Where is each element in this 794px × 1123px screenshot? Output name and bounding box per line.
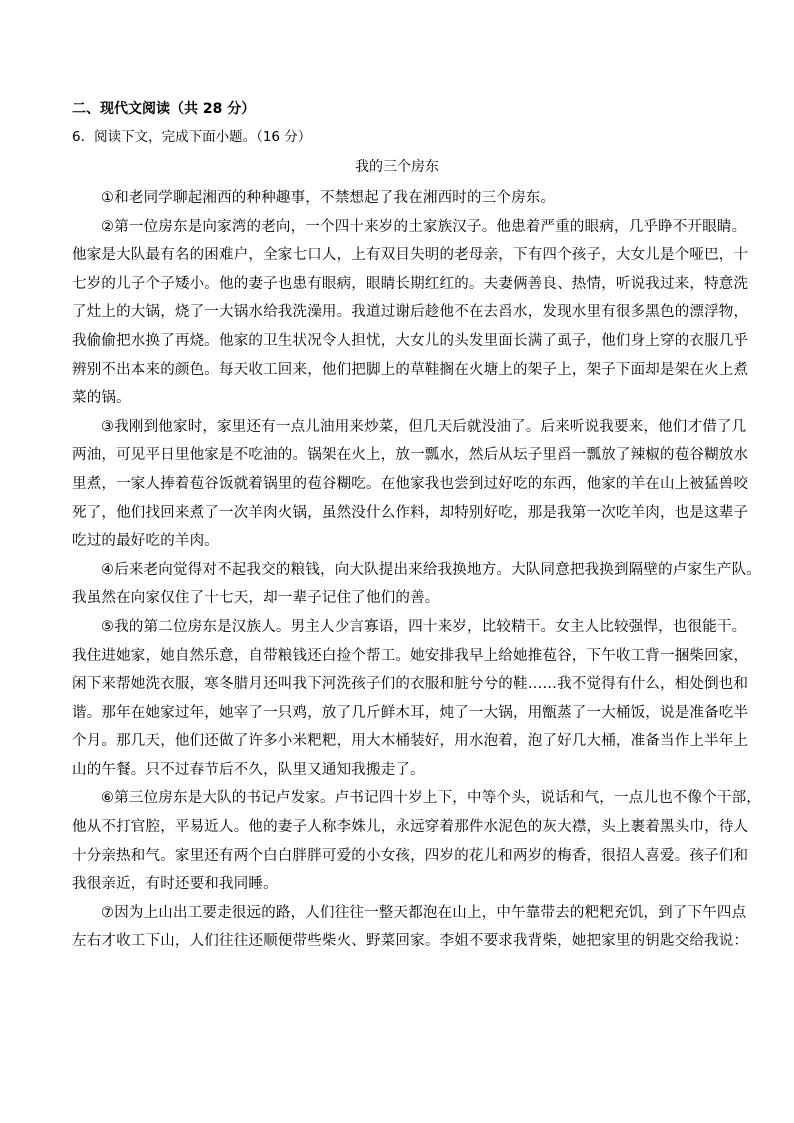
paragraph-line: 我住进她家，她自然乐意，自带粮钱还白捡个帮工。她安排我早上给她推苞谷，下午收工背一捆柴回家， [72, 647, 749, 664]
paragraph [72, 213, 749, 413]
article-body [72, 184, 761, 956]
paragraph-line: ④后来老向觉得对不起我交的粮钱，向大队提出来给我换地方。大队同意把我换到隔壁的卢家生产队。 [101, 561, 761, 578]
paragraph-line: 里煮，一家人捧着苞谷饭就着锅里的苞谷糊吃。在他家我也尝到过好吃的东西，他家的羊在山上被猛兽咬 [72, 475, 749, 492]
document-page [72, 99, 761, 956]
paragraph-line: 个月。那几天，他们还做了许多小米粑粑，用大木桶装好，用水泡着，泡了好几大桶，准备当作上半年上 [72, 733, 749, 750]
paragraph [72, 413, 749, 556]
paragraph-line: 左右才收工下山，人们往往还顺便带些柴火、野菜回家。李姐不要求我背柴，她把家里的钥匙交给我说： [72, 933, 749, 950]
question-prompt: 6．阅读下文，完成下面小题。（16 分） [72, 129, 312, 145]
paragraph-line: 他家是大队最有名的困难户，全家七口人，上有双目失明的老母亲，下有四个孩子，大女儿是个哑巴，十 [72, 247, 749, 264]
paragraph-line: 吃过的最好吃的羊肉。 [72, 533, 219, 550]
paragraph-line: 我偷偷把水换了再烧。他家的卫生状况令人担忧，大女儿的头发里面长满了虱子，他们身上穿的衣服几乎 [72, 332, 749, 349]
paragraph-line: 闲下来帮她洗衣服，寒冬腊月还叫我下河洗孩子们的衣服和脏兮兮的鞋……我不觉得有什么，相处倒也和 [72, 676, 749, 693]
section-heading: 二、现代文阅读（共 28 分） [72, 101, 256, 117]
paragraph-line: 两油，可见平日里他家是不吃油的。锅架在火上，放一瓢水，然后从坛子里舀一瓢放了辣椒的苞谷糊放水 [72, 447, 749, 464]
article-title: 我的三个房东 [355, 159, 439, 175]
paragraph [72, 184, 722, 213]
paragraph-line: ⑥第三位房东是大队的书记卢发家。卢书记四十岁上下，中等个头，说话和气，一点儿也不像个干部， [101, 790, 761, 807]
paragraph-line: ②第一位房东是向家湾的老向，一个四十来岁的土家族汉子。他患着严重的眼病，几乎睁不开眼睛。 [101, 218, 747, 235]
paragraph-line: ③我刚到他家时，家里还有一点儿油用来炒菜，但几天后就没油了。后来听说我要来，他们才借了几 [101, 418, 747, 435]
paragraph-line: ⑦因为上山出工要走很远的路，人们往往一整天都泡在山上，中午靠带去的粑粑充饥，到了下午四点 [101, 904, 747, 921]
paragraph-line: 十分亲热和气。家里还有两个白白胖胖可爱的小女孩，四岁的花儿和两岁的梅香，很招人喜爱。孩子们和 [72, 847, 749, 864]
paragraph-line: 辨别不出本来的颜色。每天收工回来，他们把脚上的草鞋搁在火塘上的架子上，架子下面却是架在火上煮 [72, 361, 749, 378]
paragraph-line: 菜的锅。 [72, 390, 131, 407]
paragraph [72, 899, 749, 956]
paragraph-line: 他从不打官腔，平易近人。他的妻子人称李姝儿，永远穿着那件水泥色的灰大襟，头上裹着黑头巾，待人 [72, 819, 749, 836]
paragraph-line: ⑤我的第二位房东是汉族人。男主人少言寡语，四十来岁，比较精干。女主人比较强悍，也很能干。 [101, 618, 747, 635]
paragraph-line: 了灶上的大锅，烧了一大锅水给我洗澡用。我道过谢后趁他不在去舀水，发现水里有很多黑色的漂浮物， [72, 304, 749, 321]
paragraph-line: 谐。那年在她家过年，她宰了一只鸡，放了几斤鲜木耳，炖了一大锅，用甑蒸了一大桶饭，说是准备吃半 [72, 704, 749, 721]
paragraph-line: 山的午餐。只不过春节后不久，队里又通知我搬走了。 [72, 761, 425, 778]
paragraph [72, 784, 761, 898]
paragraph [72, 613, 749, 785]
paragraph-line: ①和老同学聊起湘西的种种趣事，不禁想起了我在湘西时的三个房东。 [101, 190, 556, 206]
paragraph [72, 556, 761, 613]
paragraph-line: 七岁的儿子个子矮小。他的妻子也患有眼病，眼睛长期红红的。夫妻俩善良、热情，听说我过来，特意洗 [72, 275, 749, 292]
paragraph-line: 我虽然在向家仅住了十七天，却一辈子记住了他们的善。 [72, 590, 440, 607]
paragraph-line: 我很亲近，有时还要和我同睡。 [72, 876, 278, 893]
paragraph-line: 死了，他们找回来煮了一次羊肉火锅，虽然没什么作料，却特别好吃，那是我第一次吃羊肉，也是这辈子 [72, 504, 749, 521]
